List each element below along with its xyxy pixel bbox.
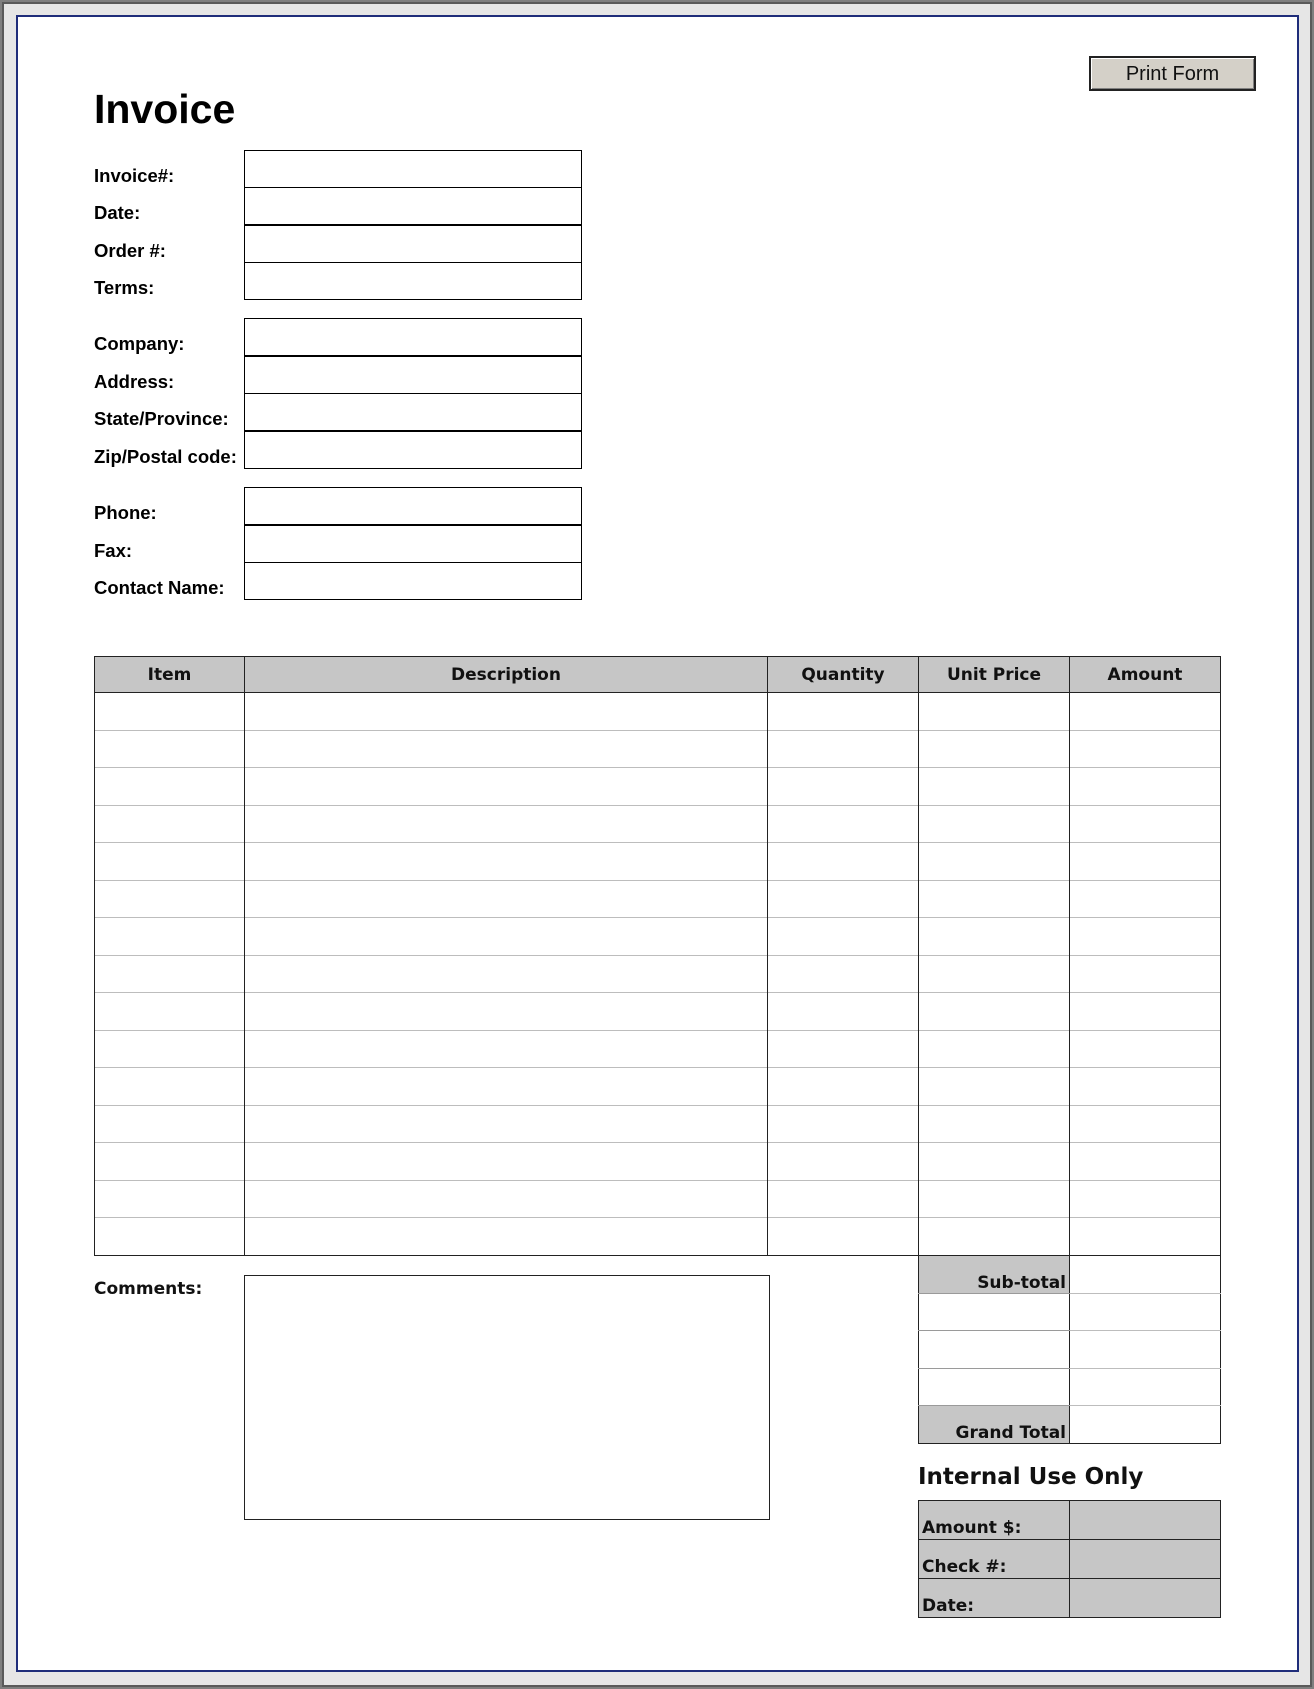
item-cell[interactable] bbox=[95, 768, 245, 806]
internal-row bbox=[919, 1501, 1221, 1540]
table-row bbox=[95, 730, 1221, 768]
amount-cell[interactable] bbox=[1070, 1143, 1221, 1181]
description-cell[interactable] bbox=[245, 730, 768, 768]
item-cell[interactable] bbox=[95, 843, 245, 881]
subtotal-row bbox=[919, 1256, 1221, 1293]
quantity-cell[interactable] bbox=[768, 805, 919, 843]
item-cell[interactable] bbox=[95, 880, 245, 918]
unit-price-cell[interactable] bbox=[919, 1030, 1070, 1068]
item-cell[interactable] bbox=[95, 805, 245, 843]
quantity-cell[interactable] bbox=[768, 880, 919, 918]
grand-total-value-field[interactable] bbox=[1070, 1406, 1221, 1444]
column-header-amount: Amount bbox=[1070, 657, 1221, 693]
item-cell[interactable] bbox=[95, 730, 245, 768]
quantity-cell[interactable] bbox=[768, 1068, 919, 1106]
amount-cell[interactable] bbox=[1070, 993, 1221, 1031]
comments-label: Comments: bbox=[94, 1279, 203, 1299]
item-cell[interactable] bbox=[95, 1180, 245, 1218]
invoice-number-field[interactable] bbox=[244, 150, 582, 188]
unit-price-cell[interactable] bbox=[919, 768, 1070, 806]
column-header-description: Description bbox=[245, 657, 768, 693]
unit-price-cell[interactable] bbox=[919, 693, 1070, 731]
date-field[interactable] bbox=[244, 187, 582, 225]
extra-total-row bbox=[919, 1331, 1221, 1369]
amount-cell[interactable] bbox=[1070, 693, 1221, 731]
table-row bbox=[95, 1030, 1221, 1068]
description-cell[interactable] bbox=[245, 805, 768, 843]
description-cell[interactable] bbox=[245, 693, 768, 731]
unit-price-cell[interactable] bbox=[919, 1218, 1070, 1256]
amount-cell[interactable] bbox=[1070, 1030, 1221, 1068]
extra-total-label-field[interactable] bbox=[919, 1368, 1070, 1406]
extra-total-row bbox=[919, 1293, 1221, 1331]
description-cell[interactable] bbox=[245, 955, 768, 993]
description-cell[interactable] bbox=[245, 1218, 768, 1256]
subtotal-value-field[interactable] bbox=[1070, 1256, 1221, 1293]
amount-cell[interactable] bbox=[1070, 1105, 1221, 1143]
table-row bbox=[95, 955, 1221, 993]
quantity-cell[interactable] bbox=[768, 843, 919, 881]
terms-label: Terms: bbox=[94, 277, 155, 298]
internal-check-field[interactable] bbox=[1070, 1540, 1221, 1579]
address-field[interactable] bbox=[244, 356, 582, 394]
date-label: Date: bbox=[94, 202, 141, 223]
item-cell[interactable] bbox=[95, 918, 245, 956]
quantity-cell[interactable] bbox=[768, 1218, 919, 1256]
state-province-label: State/Province: bbox=[94, 408, 229, 429]
unit-price-cell[interactable] bbox=[919, 993, 1070, 1031]
phone-label: Phone: bbox=[94, 502, 157, 523]
subtotal-label: Sub-total bbox=[919, 1256, 1070, 1293]
internal-check-label: Check #: bbox=[919, 1540, 1070, 1579]
unit-price-cell[interactable] bbox=[919, 955, 1070, 993]
unit-price-cell[interactable] bbox=[919, 805, 1070, 843]
table-row bbox=[95, 1105, 1221, 1143]
description-cell[interactable] bbox=[245, 1105, 768, 1143]
order-number-field[interactable] bbox=[244, 225, 582, 263]
grand-total-row bbox=[919, 1406, 1221, 1444]
contact-name-field[interactable] bbox=[244, 562, 582, 600]
quantity-cell[interactable] bbox=[768, 1105, 919, 1143]
amount-cell[interactable] bbox=[1070, 730, 1221, 768]
quantity-cell[interactable] bbox=[768, 1180, 919, 1218]
amount-cell[interactable] bbox=[1070, 1218, 1221, 1256]
table-row bbox=[95, 880, 1221, 918]
amount-cell[interactable] bbox=[1070, 955, 1221, 993]
amount-cell[interactable] bbox=[1070, 805, 1221, 843]
company-field[interactable] bbox=[244, 318, 582, 356]
state-province-field[interactable] bbox=[244, 393, 582, 431]
internal-use-title: Internal Use Only bbox=[918, 1464, 1144, 1490]
company-label: Company: bbox=[94, 333, 185, 354]
description-cell[interactable] bbox=[245, 843, 768, 881]
amount-cell[interactable] bbox=[1070, 843, 1221, 881]
fax-field[interactable] bbox=[244, 525, 582, 563]
table-row bbox=[95, 693, 1221, 731]
item-cell[interactable] bbox=[95, 1030, 245, 1068]
comments-field[interactable] bbox=[244, 1275, 770, 1520]
internal-row bbox=[919, 1579, 1221, 1618]
zip-postal-code-field[interactable] bbox=[244, 431, 582, 469]
invoice-number-label: Invoice#: bbox=[94, 165, 175, 186]
fax-label: Fax: bbox=[94, 540, 133, 561]
description-cell[interactable] bbox=[245, 880, 768, 918]
item-cell[interactable] bbox=[95, 1143, 245, 1181]
extra-total-value-field[interactable] bbox=[1070, 1293, 1221, 1331]
internal-amount-label: Amount $: bbox=[919, 1501, 1070, 1540]
internal-use-table bbox=[918, 1500, 1221, 1618]
item-cell[interactable] bbox=[95, 1218, 245, 1256]
amount-cell[interactable] bbox=[1070, 918, 1221, 956]
order-number-label: Order #: bbox=[94, 240, 166, 261]
column-header-quantity: Quantity bbox=[768, 657, 919, 693]
column-header-item: Item bbox=[95, 657, 245, 693]
unit-price-cell[interactable] bbox=[919, 880, 1070, 918]
extra-total-value-field[interactable] bbox=[1070, 1331, 1221, 1369]
unit-price-cell[interactable] bbox=[919, 1180, 1070, 1218]
internal-row bbox=[919, 1540, 1221, 1579]
table-row bbox=[95, 768, 1221, 806]
amount-cell[interactable] bbox=[1070, 1068, 1221, 1106]
extra-total-row bbox=[919, 1368, 1221, 1406]
extra-total-label-field[interactable] bbox=[919, 1293, 1070, 1331]
table-row bbox=[95, 805, 1221, 843]
totals-table bbox=[918, 1256, 1221, 1444]
unit-price-cell[interactable] bbox=[919, 1105, 1070, 1143]
description-cell[interactable] bbox=[245, 993, 768, 1031]
internal-date-field[interactable] bbox=[1070, 1579, 1221, 1618]
unit-price-cell[interactable] bbox=[919, 1143, 1070, 1181]
amount-cell[interactable] bbox=[1070, 880, 1221, 918]
extra-total-value-field[interactable] bbox=[1070, 1368, 1221, 1406]
zip-postal-code-label: Zip/Postal code: bbox=[94, 446, 237, 467]
quantity-cell[interactable] bbox=[768, 993, 919, 1031]
table-row bbox=[95, 1180, 1221, 1218]
item-cell[interactable] bbox=[95, 1068, 245, 1106]
quantity-cell[interactable] bbox=[768, 730, 919, 768]
table-row bbox=[95, 1068, 1221, 1106]
unit-price-cell[interactable] bbox=[919, 730, 1070, 768]
grand-total-label: Grand Total bbox=[919, 1406, 1070, 1444]
item-cell[interactable] bbox=[95, 993, 245, 1031]
phone-field[interactable] bbox=[244, 487, 582, 525]
description-cell[interactable] bbox=[245, 918, 768, 956]
terms-field[interactable] bbox=[244, 262, 582, 300]
line-items-body bbox=[95, 693, 1221, 1256]
quantity-cell[interactable] bbox=[768, 768, 919, 806]
quantity-cell[interactable] bbox=[768, 918, 919, 956]
table-row bbox=[95, 918, 1221, 956]
unit-price-cell[interactable] bbox=[919, 1068, 1070, 1106]
quantity-cell[interactable] bbox=[768, 1030, 919, 1068]
print-form-button[interactable]: Print Form bbox=[1089, 56, 1256, 91]
description-cell[interactable] bbox=[245, 1068, 768, 1106]
unit-price-cell[interactable] bbox=[919, 918, 1070, 956]
description-cell[interactable] bbox=[245, 1143, 768, 1181]
table-row bbox=[95, 843, 1221, 881]
description-cell[interactable] bbox=[245, 1030, 768, 1068]
table-header-row bbox=[95, 657, 1221, 693]
extra-total-label-field[interactable] bbox=[919, 1331, 1070, 1369]
item-cell[interactable] bbox=[95, 693, 245, 731]
quantity-cell[interactable] bbox=[768, 955, 919, 993]
quantity-cell[interactable] bbox=[768, 693, 919, 731]
description-cell[interactable] bbox=[245, 768, 768, 806]
internal-date-label: Date: bbox=[919, 1579, 1070, 1618]
table-row bbox=[95, 1218, 1221, 1256]
table-row bbox=[95, 1143, 1221, 1181]
line-items-table bbox=[94, 656, 1221, 1256]
unit-price-cell[interactable] bbox=[919, 843, 1070, 881]
internal-amount-field[interactable] bbox=[1070, 1501, 1221, 1540]
item-cell[interactable] bbox=[95, 955, 245, 993]
column-header-unit-price: Unit Price bbox=[919, 657, 1070, 693]
amount-cell[interactable] bbox=[1070, 768, 1221, 806]
description-cell[interactable] bbox=[245, 1180, 768, 1218]
amount-cell[interactable] bbox=[1070, 1180, 1221, 1218]
contact-name-label: Contact Name: bbox=[94, 577, 225, 598]
item-cell[interactable] bbox=[95, 1105, 245, 1143]
address-label: Address: bbox=[94, 371, 175, 392]
page-title: Invoice bbox=[94, 86, 236, 132]
table-row bbox=[95, 993, 1221, 1031]
quantity-cell[interactable] bbox=[768, 1143, 919, 1181]
